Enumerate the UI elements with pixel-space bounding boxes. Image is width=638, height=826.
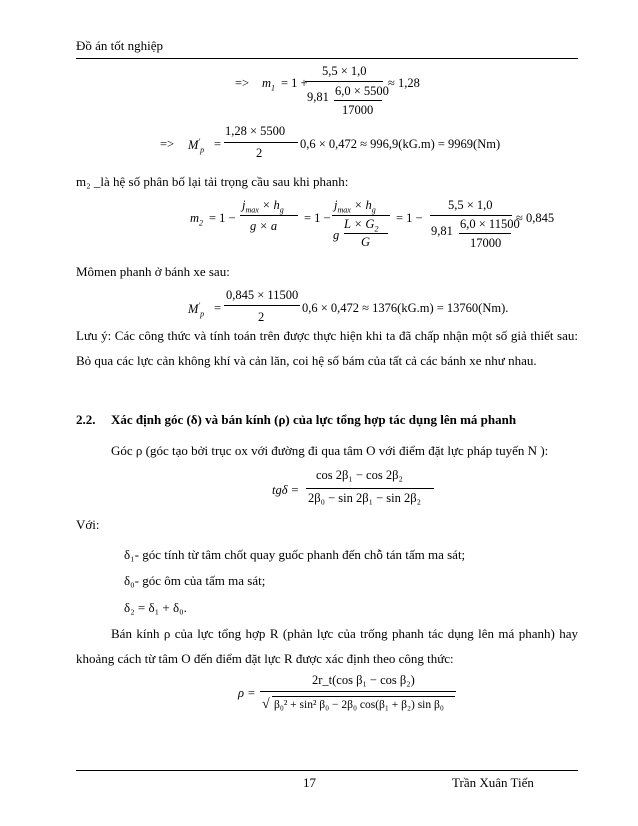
eq2-prefix: => xyxy=(160,137,175,151)
eq6-numerator: 2r_t(cos β₁ − cos β₂) xyxy=(312,673,415,687)
eq2-fraction-line xyxy=(224,142,298,143)
eq6-fraction-line xyxy=(260,691,456,692)
eq1-inner-denominator: 17000 xyxy=(342,103,374,117)
eq3-f3-den-left: 9,81 xyxy=(431,224,453,238)
eq2-equals: = xyxy=(214,137,222,151)
eq3-f2-numerator: $j_{max} \times h_g$ xyxy=(334,198,376,215)
text-momen: Mômen phanh ở bánh xe sau: xyxy=(76,264,230,279)
eq6-lhs: ρ = xyxy=(238,686,256,700)
sqrt-icon: √ xyxy=(262,697,270,712)
eq4-lhs: $M'_p$ xyxy=(188,301,205,319)
eq5-lhs: tgδ = xyxy=(272,483,300,497)
eq2-rest: 0,6 × 0,472 ≈ 996,9(kG.m) = 9969(Nm) xyxy=(300,137,501,151)
eq2-denominator: 2 xyxy=(256,146,263,160)
footer-rule xyxy=(76,770,578,771)
eq1-fraction-line xyxy=(305,81,383,82)
eq3-f1-numerator: $j_{max} \times h_g$ xyxy=(242,198,284,215)
eq3-f2-inner-numerator: $L \times G_2$ xyxy=(344,217,379,234)
eq1-result: ≈ 1,28 xyxy=(388,76,420,90)
eq1-inner-numerator: 6,0 × 5500 xyxy=(335,84,389,98)
eq3-f3-inner-numerator: 6,0 × 11500 xyxy=(460,217,520,231)
eq3-f3-inner-denominator: 17000 xyxy=(470,236,502,250)
eq5-fraction-line xyxy=(306,488,434,489)
eq3-lhs: $m_2$ xyxy=(190,211,204,228)
eq1-rhs-start: = 1 + xyxy=(281,76,308,90)
eq2-lhs: $M'_p$ xyxy=(188,137,205,155)
eq3-f2-inner-line xyxy=(344,233,388,234)
text-goc: Góc ρ (góc tạo bởi trục ox với đường đi qua tâm O với điểm đặt lực pháp tuyến N ): xyxy=(111,443,549,458)
note-paragraph: Lưu ý: Các công thức và tính toán trên được thực hiện khi ta đã chấp nhận một số giả thiết sau: Bỏ qua các lực cản không khí và cản lăn, coi hệ số bám của tất cả các bánh xe như nhau. xyxy=(76,328,578,368)
eq1-lhs: $m_1$ xyxy=(262,76,276,93)
eq6-denominator: β₀² + sin² β₀ − 2β₀ cos(β₁ + β₂) sin β₀ xyxy=(274,699,444,711)
eq4-denominator: 2 xyxy=(258,310,265,324)
eq4-rest: 0,6 × 0,472 ≈ 1376(kG.m) = 13760(Nm). xyxy=(302,301,509,315)
header-rule xyxy=(76,58,578,59)
eq3-result: ≈ 0,845 xyxy=(516,211,555,225)
eq3-part3: = 1 − xyxy=(396,211,423,225)
eq2-numerator: 1,28 × 5500 xyxy=(225,124,286,138)
eq3-f2-fraction-line xyxy=(332,215,390,216)
definition-item: δ₁- góc tính từ tâm chốt quay guốc phanh đến chỗ tán tấm ma sát; xyxy=(124,547,466,562)
eq3-part1: = 1 − xyxy=(209,211,236,225)
section-title: Xác định góc (δ) và bán kính (ρ) của lực tổng hợp tác dụng lên má phanh xyxy=(111,412,517,427)
text-voi: Với: xyxy=(76,517,100,532)
text-m2-description: m₂ _là hệ số phân bố lại tải trọng cầu sau khi phanh: xyxy=(76,174,349,189)
eq3-f2-inner-denominator: G xyxy=(361,235,371,249)
definition-item: δ₂ = δ₁ + δ₀. xyxy=(124,600,187,615)
eq3-f2-den-g: g xyxy=(333,228,340,242)
eq1-denominator-left: 9,81 xyxy=(307,90,329,104)
eq5-numerator: cos 2β₁ − cos 2β₂ xyxy=(316,468,403,482)
eq6-sqrt-bar xyxy=(272,696,455,697)
definition-item: δ₀- góc ôm của tấm ma sát; xyxy=(124,573,266,588)
eq4-equals: = xyxy=(214,301,222,315)
eq4-numerator: 0,845 × 11500 xyxy=(226,288,299,302)
eq1-inner-fraction-line xyxy=(334,100,382,101)
eq3-f1-denominator: g × a xyxy=(250,219,278,233)
eq4-fraction-line xyxy=(224,305,300,306)
section-number: 2.2. xyxy=(76,412,96,427)
eq1-numerator: 5,5 × 1,0 xyxy=(322,64,367,78)
eq1-prefix: => xyxy=(235,76,250,90)
page-number: 17 xyxy=(303,775,316,790)
footer-author: Trần Xuân Tiến xyxy=(452,775,534,790)
eq3-f3-fraction-line xyxy=(430,215,512,216)
eq3-f3-inner-line xyxy=(459,233,511,234)
eq3-f1-fraction-line xyxy=(240,215,298,216)
eq3-f3-numerator: 5,5 × 1,0 xyxy=(448,198,493,212)
eq5-denominator: 2β₀ − sin 2β₁ − sin 2β₂ xyxy=(308,491,421,505)
header-title: Đồ án tốt nghiệp xyxy=(76,38,164,53)
eq3-part2: = 1 − xyxy=(304,211,331,225)
text-bankinh: Bán kính ρ của lực tổng hợp R (phản lực của trống phanh tác dụng lên má phanh) hay khoảng cách từ tâm O đến điểm đặt lực R được xác định theo công thức: xyxy=(76,626,578,666)
